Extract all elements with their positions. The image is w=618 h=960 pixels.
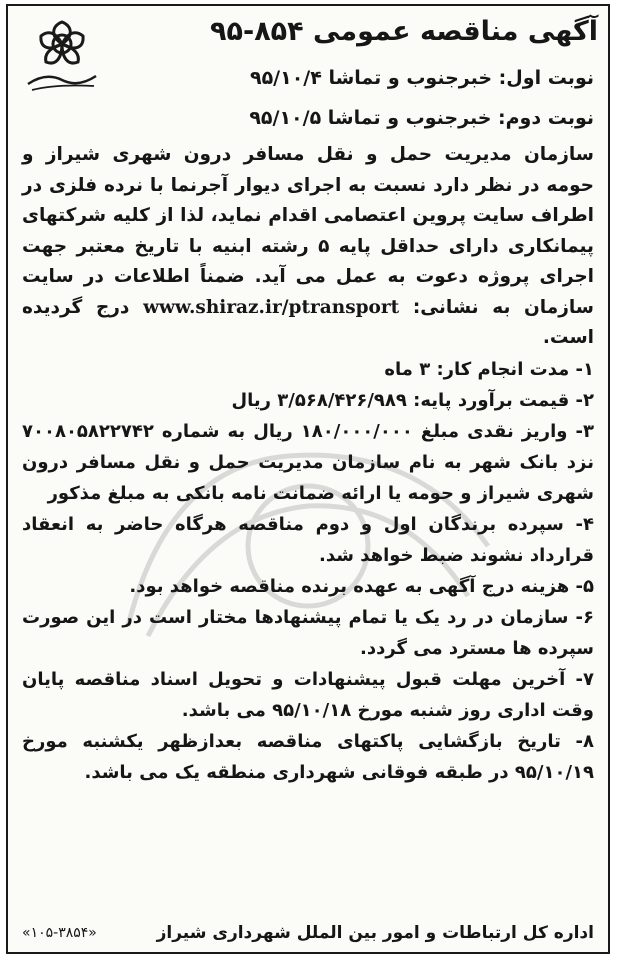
condition-item-2: ۲- قیمت برآورد پایه: ۳/۵۶۸/۴۲۶/۹۸۹ ریال (231, 389, 594, 411)
issuing-office: اداره کل ارتباطات و امور بین الملل شهرداری شیراز (156, 923, 594, 943)
notice-title: آگهی مناقصه عمومی ۸۵۴-۹۵ (210, 16, 598, 47)
intro-text-end: درج گردیده است. (22, 296, 594, 348)
condition-item-6: ۶- سازمان در رد یک یا تمام پیشنهادها مختار است در این صورت سپرده ها مسترد می گردد. (22, 606, 594, 659)
notice-footer (18, 918, 598, 948)
flower-logo-icon (16, 14, 108, 100)
intro-paragraph (22, 140, 594, 354)
condition-item-5: ۵- هزینه درج آگهی به عهده برنده مناقصه خواهد بود. (129, 575, 594, 597)
notice-header (8, 12, 610, 64)
condition-item-3: ۳- واریز نقدی مبلغ ۱۸۰/۰۰۰/۰۰۰ ریال به شماره ۷۰۰۸۰۵۸۲۲۷۴۲ نزد بانک شهر به نام سازمان مدیریت حمل و نقل مسافر درون شهری شیراز و حومه یا ارائه ضمانت نامه بانکی به مبلغ مذکور (22, 420, 594, 504)
condition-item-4: ۴- سپرده برندگان اول و دوم مناقصه هرگاه حاضر به انعقاد قرارداد نشوند ضبط خواهد شد. (22, 513, 594, 566)
publication-round-1: نوبت اول: خبرجنوب و تماشا ۹۵/۱۰/۴ (249, 67, 594, 89)
notice-frame (6, 4, 610, 954)
intro-text: سازمان مدیریت حمل و نقل مسافر درون شهری شیراز و حومه در نظر دارد نسبت به اجرای دیوار آجرنما با نرده فلزی در اطراف سایت پروین اعتصامی اقدام نماید، لذا از کلیه شرکتهای پیمانکاری دارای حداقل پایه ۵ رشته ابنیه با تاریخ معتبر جهت اجرای پروژه دعوت به عمل می آید. ضمناً اطلاعات در سایت سازمان به نشانی: (22, 144, 594, 318)
website-link[interactable]: www.shiraz.ir/ptransport (143, 296, 400, 318)
notice-body (22, 140, 594, 788)
condition-item-7: ۷- آخرین مهلت قبول پیشنهادات و تحویل اسناد مناقصه پایان وقت اداری روز شنبه مورخ ۹۵/۱۰/۱۸ می باشد. (22, 668, 594, 721)
notice-code: «۱۰۵-۳۸۵۴» (22, 925, 97, 941)
condition-item-1: ۱- مدت انجام کار: ۳ ماه (384, 358, 594, 380)
publication-round-2: نوبت دوم: خبرجنوب و تماشا ۹۵/۱۰/۵ (249, 107, 594, 129)
condition-item-8: ۸- تاریخ بازگشایی پاکتهای مناقصه بعدازظهر یکشنبه مورخ ۹۵/۱۰/۱۹ در طبقه فوقانی شهرداری منطقه یک می باشد. (22, 730, 594, 783)
